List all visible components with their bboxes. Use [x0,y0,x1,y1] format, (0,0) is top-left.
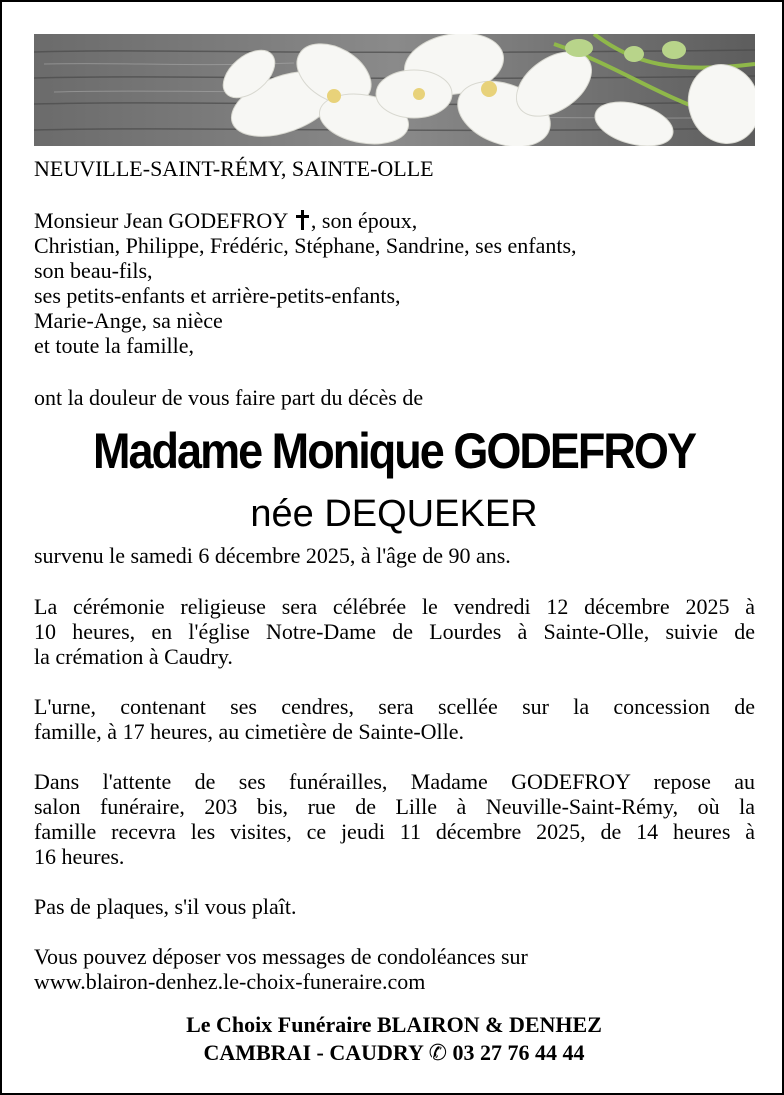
location-heading: NEUVILLE-SAINT-RÉMY, SAINTE-OLLE [34,156,434,181]
family-line-1 [34,208,417,233]
funeral-home-cities: CAMBRAI - CAUDRY [203,1040,424,1065]
announcement-text: ont la douleur de vous faire part du décès de [34,385,424,410]
visit-line: Dans l'attente de ses funérailles, Madame GODEFROY repose au [34,769,755,794]
visit-line: salon funéraire, 203 bis, rue de Lille à Neuville-Saint-Rémy, où la [34,794,755,819]
family-line-2: Christian, Philippe, Frédéric, Stéphane, Sandrine, ses enfants, [34,233,577,258]
ceremony-paragraph [34,594,755,669]
ceremony-line: la crémation à Caudry. [34,644,233,669]
orchid-flowers-icon [34,34,755,146]
cross-icon [295,210,309,230]
orchid-banner-image [34,34,755,146]
condolences-url[interactable]: www.blairon-denhez.le-choix-funeraire.com [34,969,426,994]
deceased-name: Madame Monique GODEFROY [92,423,696,479]
phone-icon: ✆ [428,1040,448,1065]
family-line-6: et toute la famille, [34,333,195,358]
visit-line: famille recevra les visites, ce jeudi 11 décembre 2025, de 14 heures à [34,819,755,844]
ceremony-line: La cérémonie religieuse sera célébrée le vendredi 12 décembre 2025 à [34,594,755,619]
funeral-home-name: Le Choix Funéraire BLAIRON & DENHEZ [186,1012,602,1037]
death-details: survenu le samedi 6 décembre 2025, à l'âge de 90 ans. [34,543,511,568]
husband-role: , son époux, [310,208,418,233]
visit-paragraph [34,769,755,869]
condolences-text: Vous pouvez déposer vos messages de condoléances sur [34,944,528,969]
urn-line: L'urne, contenant ses cendres, sera scellée sur la concession de [34,694,755,719]
maiden-name: née DEQUEKER [250,493,538,535]
ceremony-line: 10 heures, en l'église Notre-Dame de Lourdes à Sainte-Olle, suivie de [34,619,755,644]
visit-line: 16 heures. [34,844,125,869]
family-line-4: ses petits-enfants et arrière-petits-enfants, [34,283,401,308]
funeral-home-contact [2,1039,784,1067]
urn-line: famille, à 17 heures, au cimetière de Sainte-Olle. [34,719,465,744]
no-plaques-note: Pas de plaques, s'il vous plaît. [34,894,297,919]
family-line-5: Marie-Ange, sa nièce [34,308,223,333]
funeral-home-phone[interactable]: 03 27 76 44 44 [452,1040,585,1065]
family-line-3: son beau-fils, [34,258,153,283]
husband-name: Monsieur Jean GODEFROY [34,208,288,233]
urn-paragraph [34,694,755,744]
